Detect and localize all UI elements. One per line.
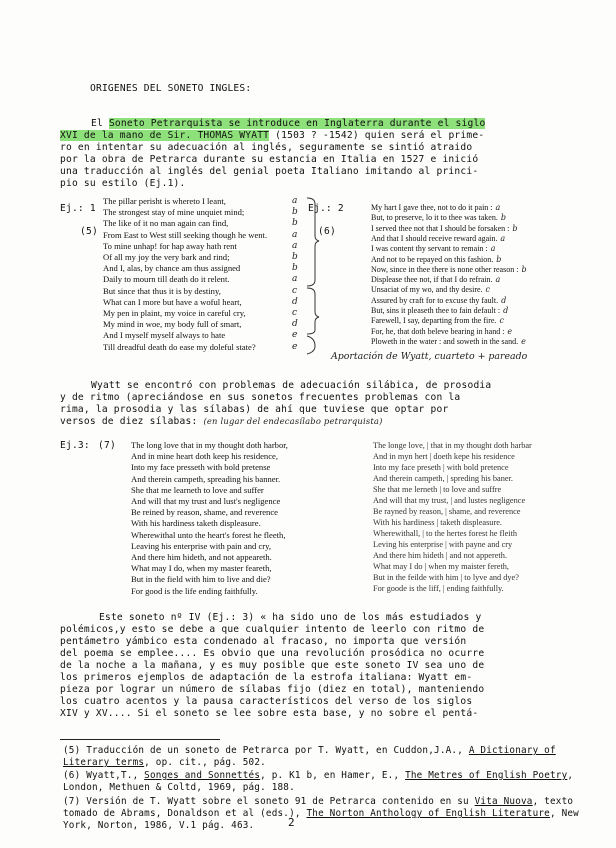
ej2-rhyme-letter: b <box>496 254 502 264</box>
footnote-7 <box>63 796 583 833</box>
ej1-poem-line: My pen in plaint, my voice in careful cry, <box>103 308 246 318</box>
handwritten-annotation: Aportación de Wyatt, cuarteto + pareado <box>331 351 528 362</box>
ej2-poem-line-text: My hart I gave thee, not to do it pain : <box>371 203 493 212</box>
footnote-7-title: Vita Nuova <box>474 796 533 807</box>
intro-highlight-2: XVI de la mano de Sir. THOMAS WYATT <box>60 130 270 141</box>
ej2-poem-line <box>371 275 586 285</box>
ej1-poem-line: Of all my joy the very bark and rind; <box>103 252 230 262</box>
para2-line-1: Wyatt se encontró con problemas de adecuación silábica, de prosodia <box>91 380 492 391</box>
ej2-poem-line-text: I served thee not that I should be forsaken : <box>371 223 510 233</box>
ej2-poem-line <box>371 316 586 326</box>
page-number: 2 <box>288 816 295 829</box>
footnote-6-text: (6) Wyatt,T., <box>63 770 145 781</box>
para3-line-9: XIV y XV.... Si el soneto se lee sobre esta base, y no sobre el pentá- <box>60 708 479 719</box>
ej1-poem-line: The like of it no man again can find, <box>103 218 229 229</box>
intro-line-3: ro en intentar su adecuación al inglés, seguramente se sintió atraido <box>60 142 473 153</box>
ej3-scanned-line: Be rayned by reason, | shame, and reverence <box>373 507 521 516</box>
ej2-rhyme-letter: b <box>512 223 518 233</box>
ej3-scanned-line: Leving his enterprise | with payne and cry <box>373 540 513 549</box>
ej2-rhyme-letter: a <box>495 203 501 212</box>
ej3-poem-line: With his hardiness taketh displeasure. <box>131 518 261 529</box>
intro-lead: El <box>91 118 103 129</box>
ej1-rhyme-letter: d <box>292 296 298 307</box>
section-heading: ORIGENES DEL SONETO INGLES: <box>90 83 252 94</box>
para3-line-6: los primeros ejemplos de adaptación de la estrofa italiana: Wyatt em- <box>60 672 473 683</box>
ej1-footnote-ref: (5) <box>80 226 98 237</box>
para2-line-2: y de ritmo (apreciándose en sus sonetos frecuentes problemas con la <box>60 392 461 403</box>
ej2-poem-line <box>371 213 586 223</box>
para3-line-3: pentámetro yámbico esta condenado al fracaso, no importa que versión <box>60 636 467 647</box>
para3-line-1: Este soneto nº IV (Ej.: 3) « ha sido uno de los más estudiados y <box>99 612 482 623</box>
ej1-poem-line: Till dreadful death do ease my doleful state? <box>103 341 256 352</box>
ej2-poem-line <box>371 265 586 275</box>
ej2-poem-line <box>371 234 586 244</box>
ej2-rhyme-letter: d <box>501 295 507 305</box>
ej1-poem <box>103 196 303 356</box>
ej1-poem-line: From East to West still seeking though he went. <box>103 229 268 240</box>
intro-line-4: por la obra de Petrarca durante su estancia en Italia en 1527 e inició <box>60 154 479 165</box>
intro-rest-1: (1503 ? -1542) quien será el prime- <box>275 130 485 141</box>
footnote-7-title-2: The Norton Anthology of English Literature <box>306 808 550 820</box>
ej2-rhyme-letter: a <box>490 244 496 254</box>
ej2-poem-line-text: For, he, that doth beleve bearing in hand : <box>371 326 505 336</box>
ej2-rhyme-letter: a <box>495 275 501 285</box>
ej3-poem-line: But in the field with him to live and die? <box>131 574 271 585</box>
ej2-label: Ej.: 2 <box>308 203 344 214</box>
ej3-scanned-line: Into my face preseth | with bold pretence <box>373 463 509 472</box>
ej1-rhyme-letter: b <box>292 207 298 218</box>
ej3-scanned-line: For goode is the liff, | ending faithfully. <box>373 584 504 593</box>
ej1-poem-line: What can I more but have a woful heart, <box>103 296 242 307</box>
ej2-poem-line <box>371 296 586 306</box>
ej3-poem-line: And will that my trust and lust's negligence <box>131 496 281 506</box>
ej3-scanned-line: And will that my trust, | and lustes negligence <box>373 496 526 505</box>
ej3-scanned-line: What may I do | when my maister fereth, <box>373 562 509 571</box>
ej2-poem-line-text: But, to preserve, lo it to thee was taken. <box>371 213 498 223</box>
intro-line-2 <box>60 130 484 141</box>
ej2-rhyme-letter: c <box>499 316 504 326</box>
ej2-poem-line <box>371 306 586 316</box>
footnote-7-text: (7) Versión de T. Wyatt sobre el soneto 91 de Petrarca contenido en su <box>63 796 469 807</box>
ej1-poem-line: The strongest stay of mine unquiet mind; <box>103 207 245 218</box>
ej2-rhyme-letter: b <box>521 264 527 274</box>
para2-handwritten-note: (en lugar del endecasílabo petrarquista) <box>203 416 383 426</box>
footnote-6-title: Songes and Sonnettés <box>144 770 261 781</box>
ej2-rhyme-letter: d <box>503 306 509 315</box>
footnote-6-publisher: , London, Methuen & Coltd, 1969, pág. 188. <box>63 770 574 794</box>
para2-line-3: rima, la prosodia y las sílabas) de ahí que tuviese que optar por <box>60 404 449 415</box>
ej3-poem-line: For good is the life ending faithfully. <box>131 585 258 596</box>
ej2-poem-line-text: I was content thy servant to remain : <box>371 244 488 254</box>
ej3-scanned-line: She that me lerneth | to love and suffre <box>373 485 502 494</box>
para3-line-4: del poema se emplee.... Es obvio que una revolución prosódica no ocurre <box>60 648 485 659</box>
footnote-divider <box>60 739 220 740</box>
ej3-label: Ej.3: <box>60 440 90 451</box>
ej3-scanned-line: With his hardiness | taketh displeasure. <box>373 518 502 527</box>
ej2-rhyme-letter: b <box>500 213 506 223</box>
ej3-poem-line: And therein campeth, spreading his banner. <box>131 473 281 484</box>
ej3-scanned-line: The longe love, | that in my thought doth harbar <box>373 441 532 450</box>
ej2-poem-line-text: Ploweth in the water : and soweth in the sand. <box>371 336 519 346</box>
ej2-poem-line <box>371 285 586 295</box>
ej2-poem-line-text: Unsaciat of my wo, and thy desire. <box>371 285 483 295</box>
ej1-rhyme-letter: a <box>292 196 298 206</box>
ej1-rhyme-letter: c <box>292 308 298 318</box>
footnote-7-source: , texto tomado de Abrams, Donaldson et al (eds.), <box>63 796 574 820</box>
footnote-6 <box>63 770 583 794</box>
footnote-7-page: pág. 463. <box>202 820 255 832</box>
ej1-poem-line: Daily to mourn till death do it relent. <box>103 274 230 285</box>
ej2-poem-line <box>371 203 586 213</box>
para3-line-5: de la noche a la mañana, y es muy posible que este soneto IV sea uno de <box>60 660 485 671</box>
ej1-rhyme-letter: d <box>292 319 298 330</box>
ej1-poem-line: My mind in woe, my body full of smart, <box>103 319 242 330</box>
ej3-footnote-ref: (7) <box>98 440 116 451</box>
para3-line-8: los cuatro acentos y la pausa característicos del verso de los siglos <box>60 696 473 707</box>
para2-line-4 <box>60 416 383 427</box>
ej2-poem-line-text: But, sins it pleaseth thee to fain default : <box>371 306 501 315</box>
footnote-6-title-2: The Metres of English Poetry <box>405 770 568 781</box>
ej1-label: Ej.: 1 <box>60 203 96 214</box>
ej3-poem-line: Be reined by reason, shame, and reverence <box>131 507 278 518</box>
ej3-scanned-line: And therein campeth, | spreding his baner. <box>373 474 513 483</box>
ej2-rhyme-letter: e <box>521 336 526 346</box>
intro-line-5: una traducción al inglés del genial poeta Italiano imitando al princi- <box>60 166 479 177</box>
para2-line-4-text: versos de diez sílabas: <box>60 416 198 427</box>
para3-line-7: pieza por lograr un número de sílabas fijo (diez en total), manteniendo <box>60 684 485 695</box>
ej1-rhyme-letter: a <box>292 240 298 251</box>
ej2-poem-line-text: And not to be repayed on this fashion. <box>371 254 494 264</box>
footnote-5-ref: , op. cit., pág. 502. <box>144 757 266 769</box>
ej1-rhyme-letter: c <box>292 285 298 296</box>
ej1-rhyme-letter: e <box>292 330 298 341</box>
ej1-poem-line: And I, alas, by chance am thus assigned <box>103 263 241 274</box>
ej2-poem-line-text: Now, since in thee there is none other reason : <box>371 264 519 274</box>
ej1-poem-line: And I myself myself always to hate <box>103 330 226 341</box>
ej3-poem <box>131 440 341 600</box>
ej1-rhyme-letter: b <box>292 218 298 229</box>
ej2-poem-line-text: And that I should receive reward again. <box>371 233 498 243</box>
footnote-5-text: (5) Traducción de un soneto de Petrarca por T. Wyatt, en Cuddon,J.A., <box>63 745 469 756</box>
ej3-poem-line: The long love that in my thought doth harbor, <box>131 440 288 450</box>
ej2-poem-line <box>371 337 586 347</box>
ej3-poem-line: Into my face presseth with bold pretense <box>131 462 271 473</box>
footnote-7-publisher: , New York, Norton, 1986, V.1 <box>63 808 579 832</box>
ej1-brackets <box>303 196 323 356</box>
ej3-poem-line: What may I do, when my master feareth, <box>131 563 272 574</box>
ej2-rhyme-letter: e <box>507 326 513 336</box>
ej1-poem-line: The pillar perisht is whereto I leant, <box>103 196 226 206</box>
ej3-poem-line: And there him hideth, and not appeareth. <box>131 552 272 562</box>
intro-line-6: pio su estilo (Ej.1). <box>60 178 186 189</box>
ej2-rhyme-letter: c <box>485 285 491 295</box>
ej3-poem-line: She that me learneth to love and suffer <box>131 484 264 495</box>
ej3-poem-line: Leaving his enterprise with pain and cry, <box>131 540 272 551</box>
ej1-rhyme-letter: b <box>292 263 298 274</box>
ej2-footnote-ref: (6) <box>318 226 336 237</box>
footnote-5-title: A Dictionary of Literary terms <box>63 745 556 769</box>
ej2-poem <box>371 203 586 353</box>
ej2-poem-line <box>371 244 586 254</box>
ej3-scanned-line: But in the feilde with him | to lyve and dye? <box>373 573 519 582</box>
ej2-poem-line <box>371 327 586 337</box>
ej2-poem-line <box>371 224 586 234</box>
ej3-scanned-line: And there him hideth | and not appereth. <box>373 551 507 560</box>
ej2-poem-line <box>371 255 586 265</box>
ej3-poem-line: And in mine heart doth keep his residence, <box>131 451 279 462</box>
para3-line-2: polémicos,y esto se debe a que cualquier intento de leerlo con ritmo de <box>60 624 485 635</box>
ej2-poem-line-text: Assured by craft for to excuse thy fault. <box>371 295 499 305</box>
ej1-poem-line: To mine unhap! for hap away hath rent <box>103 240 237 251</box>
ej1-rhyme-letter: a <box>292 274 298 285</box>
ej3-scanned-line: Wherewithall, | to the hertes forest he fleith <box>373 529 518 538</box>
ej3-scanned-line: And in myn hert | doeth kepe his residence <box>373 452 515 461</box>
footnote-6-ref: , p. K1 b, en Hamer, E., <box>260 770 406 781</box>
ej3-poem-line: Wherewithal unto the heart's forest he fleeth, <box>131 529 286 540</box>
footnote-5 <box>63 745 583 769</box>
ej1-rhyme-letter: a <box>292 229 298 240</box>
ej1-rhyme-letter: e <box>292 341 298 352</box>
ej1-poem-line: But since that thus it is by destiny, <box>103 285 221 296</box>
ej2-poem-line-text: Farewell, I say, departing from the fire. <box>371 316 497 326</box>
ej3-scanned-poem <box>373 440 588 600</box>
ej2-rhyme-letter: a <box>500 233 506 243</box>
ej1-rhyme-letter: b <box>292 252 298 262</box>
intro-paragraph <box>91 118 485 129</box>
intro-highlight-1: Soneto Petrarquista se introduce en Inglaterra durante el siglo <box>108 118 486 129</box>
ej2-poem-line-text: Displease thee not, if that I do refrain. <box>371 275 493 285</box>
